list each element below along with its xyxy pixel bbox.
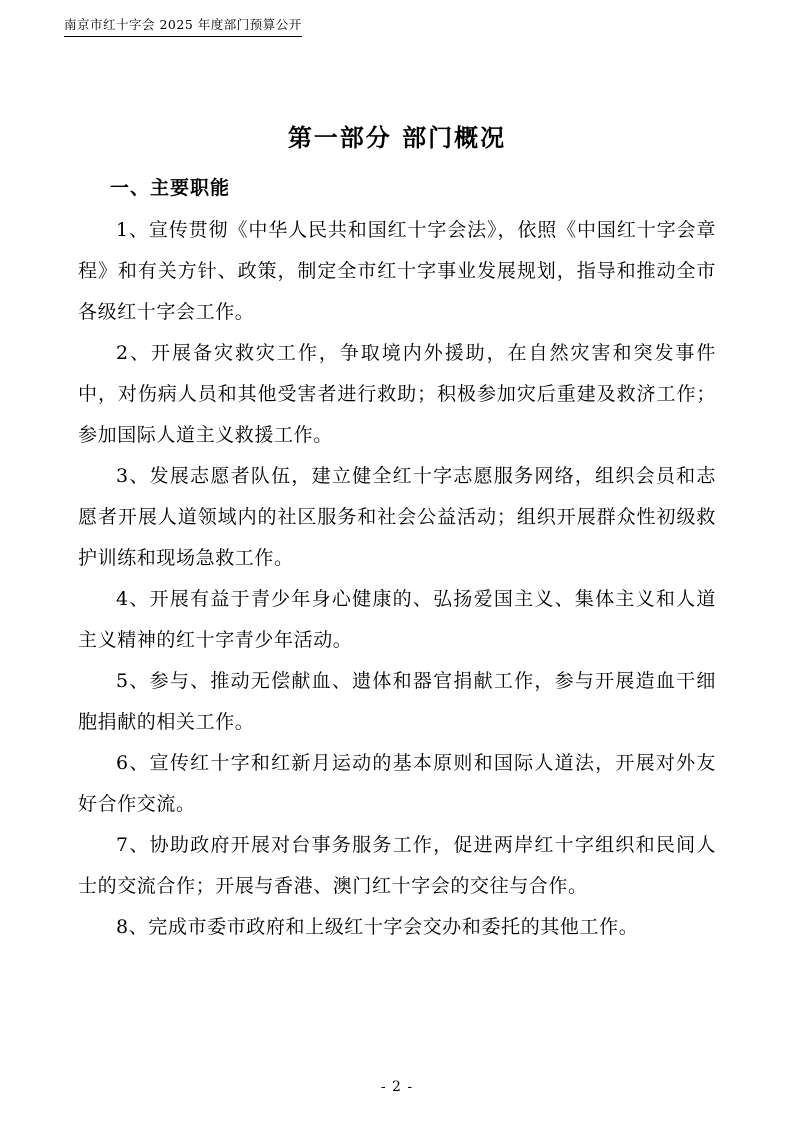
document-body <box>78 96 716 948</box>
paragraph-5: 5、参与、推动无偿献血、遗体和器官捐献工作，参与开展造血干细胞捐献的相关工作。 <box>78 670 716 733</box>
page-title: 第一部分 部门概况 <box>287 123 507 152</box>
section-heading-main-duties: 一、主要职能 <box>110 177 231 199</box>
page-number: - 2 - <box>380 1079 414 1095</box>
paragraph-3: 3、发展志愿者队伍，建立健全红十字志愿服务网络，组织会员和志愿者开展人道领域内的社区服务和社会公益活动；组织开展群众性初级救护训练和现场急救工作。 <box>78 465 716 569</box>
paragraph-6: 6、宣传红十字和红新月运动的基本原则和国际人道法，开展对外友好合作交流。 <box>78 752 716 815</box>
paragraph-1: 1、宣传贯彻《中华人民共和国红十字会法》，依照《中国红十字会章程》和有关方针、政策，制定全市红十字事业发展规划，指导和推动全市各级红十字会工作。 <box>78 219 716 323</box>
paragraph-8: 8、完成市委市政府和上级红十字会交办和委托的其他工作。 <box>116 916 639 938</box>
paragraph-7: 7、协助政府开展对台事务服务工作，促进两岸红十字组织和民间人士的交流合作；开展与香港、澳门红十字会的交往与合作。 <box>78 834 716 897</box>
paragraph-2: 2、开展备灾救灾工作，争取境内外援助，在自然灾害和突发事件中，对伤病人员和其他受害者进行救助；积极参加灾后重建及救济工作；参加国际人道主义救援工作。 <box>78 342 716 446</box>
running-header-title: 南京市红十字会 2025 年度部门预算公开 <box>64 15 302 37</box>
page-header <box>0 0 794 37</box>
paragraph-4: 4、开展有益于青少年身心健康的、弘扬爱国主义、集体主义和人道主义精神的红十字青少年活动。 <box>78 588 716 651</box>
